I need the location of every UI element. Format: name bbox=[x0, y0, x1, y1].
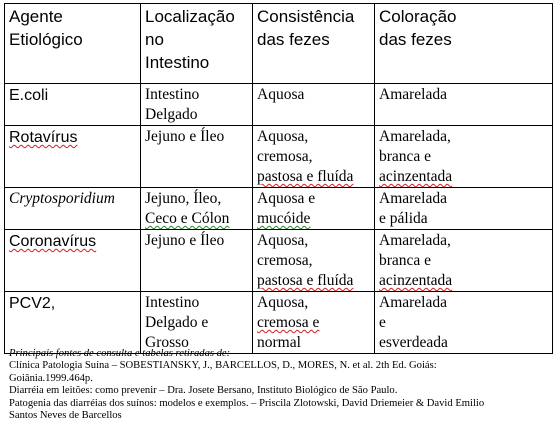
color-line: acinzentada bbox=[379, 168, 453, 185]
reference-line: Goiânia.1999.464p. bbox=[9, 372, 93, 384]
cell-location bbox=[141, 292, 253, 354]
color-line: Amarelada bbox=[379, 86, 447, 103]
cell-consistency bbox=[253, 292, 375, 354]
consistency-line: pastosa e fluída bbox=[257, 168, 354, 185]
color-line: branca e bbox=[379, 252, 432, 269]
cell-agent bbox=[5, 126, 141, 188]
location-line: Grosso bbox=[145, 334, 189, 351]
references bbox=[9, 348, 555, 422]
reference-line: Clínica Patologia Suína – SOBESTIANSKY, J., BARCELLOS, D., MORES, N. et al. 2th Ed. Goiás: bbox=[9, 360, 437, 372]
reference-line: Diarréia em leitões: como prevenir – Dra. Josete Bersano, Instituto Biológico de São Paulo. bbox=[9, 385, 398, 397]
header-location-line: Intestino bbox=[145, 53, 210, 72]
cell-location bbox=[141, 126, 253, 188]
cell-color bbox=[375, 230, 553, 292]
location-line: Ceco e Cólon bbox=[145, 210, 230, 227]
consistency-line: Aquosa, bbox=[257, 294, 309, 311]
header-agent-line: Agente bbox=[9, 7, 63, 26]
cell-agent bbox=[5, 84, 141, 126]
cell-location bbox=[141, 84, 253, 126]
agent-name: E.coli bbox=[9, 87, 49, 104]
consistency-line: cremosa, bbox=[257, 252, 313, 269]
reference-line: Patogenia das diarréias dos suínos: modelos e exemplos. – Priscila Zlotowski, David Driemeier & David Emilio bbox=[9, 397, 485, 409]
location-line: Delgado bbox=[145, 106, 198, 123]
cell-consistency bbox=[253, 126, 375, 188]
color-line: branca e bbox=[379, 148, 432, 165]
header-location-line: Localização bbox=[145, 7, 235, 26]
cell-consistency bbox=[253, 84, 375, 126]
table-row bbox=[5, 188, 553, 230]
etiology-table bbox=[4, 3, 553, 354]
location-line: Delgado e bbox=[145, 314, 209, 331]
header-consistency-line: Consistência bbox=[257, 7, 355, 26]
cell-location bbox=[141, 230, 253, 292]
location-line: Intestino bbox=[145, 294, 200, 311]
header-agent bbox=[5, 4, 141, 84]
agent-name: PCV2, bbox=[9, 295, 56, 312]
header-color bbox=[375, 4, 553, 84]
location-line: Jejuno e Íleo bbox=[145, 232, 225, 249]
agent-name: Cryptosporidium bbox=[9, 190, 115, 207]
table-row bbox=[5, 230, 553, 292]
header-agent-line: Etiológico bbox=[9, 30, 83, 49]
consistency-line: Aquosa, bbox=[257, 128, 309, 145]
color-line: Amarelada, bbox=[379, 128, 451, 145]
consistency-line: Aquosa e bbox=[257, 190, 316, 207]
header-color-line: das fezes bbox=[379, 30, 452, 49]
table-row bbox=[5, 292, 553, 354]
color-line: Amarelada, bbox=[379, 232, 451, 249]
consistency-line: pastosa e fluída bbox=[257, 272, 354, 289]
cell-agent bbox=[5, 230, 141, 292]
location-line: Intestino bbox=[145, 86, 200, 103]
header-location-line: no bbox=[145, 30, 164, 49]
location-line: Jejuno, Íleo, bbox=[145, 190, 222, 207]
cell-color bbox=[375, 84, 553, 126]
color-line: Amarelada bbox=[379, 294, 447, 311]
agent-name: Coronavírus bbox=[9, 233, 97, 250]
header-consistency bbox=[253, 4, 375, 84]
header-location bbox=[141, 4, 253, 84]
color-line: esverdeada bbox=[379, 334, 448, 351]
agent-name: Rotavírus bbox=[9, 129, 78, 146]
consistency-line: Aquosa bbox=[257, 86, 305, 103]
header-consistency-line: das fezes bbox=[257, 30, 330, 49]
color-line: acinzentada bbox=[379, 272, 453, 289]
consistency-line: normal bbox=[257, 334, 301, 351]
cell-consistency bbox=[253, 230, 375, 292]
reference-line: Santos Neves de Barcellos bbox=[9, 410, 122, 422]
cell-color bbox=[375, 126, 553, 188]
consistency-line: Aquosa, bbox=[257, 232, 309, 249]
table-row bbox=[5, 126, 553, 188]
cell-consistency bbox=[253, 188, 375, 230]
color-line: e pálida bbox=[379, 210, 428, 227]
header-color-line: Coloração bbox=[379, 7, 457, 26]
consistency-line: mucóide bbox=[257, 210, 311, 227]
consistency-line: cremosa e bbox=[257, 314, 320, 331]
color-line: e bbox=[379, 314, 386, 331]
cell-agent bbox=[5, 292, 141, 354]
header-row bbox=[5, 4, 553, 84]
references-heading: Principais fontes de consulta e tabelas retiradas de: bbox=[9, 348, 231, 359]
color-line: Amarelada bbox=[379, 190, 447, 207]
location-line: Jejuno e Íleo bbox=[145, 128, 225, 145]
consistency-line: cremosa, bbox=[257, 148, 313, 165]
table-row bbox=[5, 84, 553, 126]
cell-agent bbox=[5, 188, 141, 230]
cell-location bbox=[141, 188, 253, 230]
cell-color bbox=[375, 292, 553, 354]
cell-color bbox=[375, 188, 553, 230]
